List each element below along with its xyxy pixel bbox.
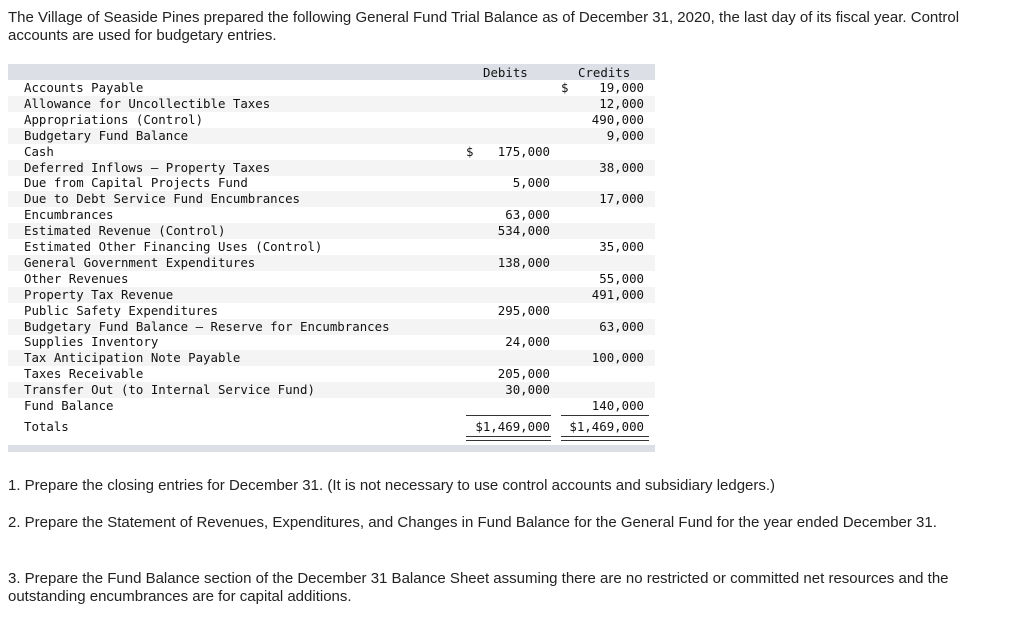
account-name: Deferred Inflows – Property Taxes xyxy=(24,159,271,175)
account-name: Taxes Receivable xyxy=(24,366,144,382)
account-name: Budgetary Fund Balance xyxy=(24,127,189,143)
table-row xyxy=(8,160,655,176)
table-row xyxy=(8,287,655,303)
table-row xyxy=(8,366,655,382)
account-name: Appropriations (Control) xyxy=(24,111,204,127)
table-row xyxy=(8,382,655,398)
account-name: Transfer Out (to Internal Service Fund) xyxy=(24,382,315,398)
debits-header: Debits xyxy=(483,65,528,80)
totals-credit: $1,469,000 xyxy=(569,418,644,434)
table-row xyxy=(8,255,655,271)
account-name: Supplies Inventory xyxy=(24,334,159,350)
table-row xyxy=(8,398,655,414)
account-name: Other Revenues xyxy=(24,270,129,286)
account-name: Allowance for Uncollectible Taxes xyxy=(24,95,271,111)
debit-value: 63,000 xyxy=(505,207,550,223)
account-name: Property Tax Revenue xyxy=(24,286,174,302)
totals-debit: $1,469,000 xyxy=(475,418,550,434)
debit-value: 24,000 xyxy=(505,334,550,350)
trial-balance-table xyxy=(8,64,655,452)
account-name: General Government Expenditures xyxy=(24,254,256,270)
credit-value: 17,000 xyxy=(599,191,644,207)
table-footer-band xyxy=(8,445,655,452)
question-3: 3. Prepare the Fund Balance section of the December 31 Balance Sheet assuming there are no restricted or committed net resources and the outstanding encumbrances are for capital additions. xyxy=(8,570,949,605)
debit-value: 138,000 xyxy=(497,254,550,270)
debit-value: 30,000 xyxy=(505,382,550,398)
account-name: Fund Balance xyxy=(24,398,114,413)
credit-value: 35,000 xyxy=(599,239,644,254)
account-name: Due to Debt Service Fund Encumbrances xyxy=(24,191,301,207)
table-row xyxy=(8,144,655,160)
table-row xyxy=(8,271,655,287)
table-row xyxy=(8,350,655,366)
table-row xyxy=(8,112,655,128)
table-row xyxy=(8,80,655,96)
credit-value: 63,000 xyxy=(599,318,644,334)
account-name: Budgetary Fund Balance – Reserve for Encumbrances xyxy=(24,318,390,334)
total-rule xyxy=(561,415,649,416)
total-rule xyxy=(466,415,551,416)
credits-header: Credits xyxy=(578,65,631,80)
table-row xyxy=(8,191,655,207)
credit-value: 9,000 xyxy=(606,127,644,143)
table-header-band xyxy=(8,64,655,80)
table-row xyxy=(8,303,655,319)
account-name: Encumbrances xyxy=(24,207,114,223)
total-double-rule xyxy=(466,436,551,441)
account-name: Estimated Revenue (Control) xyxy=(24,223,226,239)
table-row xyxy=(8,96,655,112)
total-double-rule xyxy=(561,436,649,441)
debit-value: 5,000 xyxy=(512,175,550,191)
credit-value: 19,000 xyxy=(599,80,644,95)
credit-dollar-sign: $ xyxy=(561,80,569,95)
credit-value: 100,000 xyxy=(591,350,644,366)
credit-value: 140,000 xyxy=(591,398,644,413)
debit-value: 205,000 xyxy=(497,366,550,382)
account-name: Estimated Other Financing Uses (Control) xyxy=(24,239,323,254)
account-name: Cash xyxy=(24,143,54,159)
table-row xyxy=(8,334,655,350)
account-name: Due from Capital Projects Fund xyxy=(24,175,248,191)
credit-value: 55,000 xyxy=(599,270,644,286)
question-1: 1. Prepare the closing entries for December 31. (It is not necessary to use control accounts and subsidiary ledgers.) xyxy=(8,477,776,494)
table-row xyxy=(8,207,655,223)
question-2: 2. Prepare the Statement of Revenues, Expenditures, and Changes in Fund Balance for the General Fund for the year ended December 31. xyxy=(8,514,937,531)
credit-value: 490,000 xyxy=(591,111,644,127)
credit-value: 12,000 xyxy=(599,95,644,111)
table-row xyxy=(8,128,655,144)
debit-value: 175,000 xyxy=(497,143,550,159)
table-row xyxy=(8,175,655,191)
totals-label: Totals xyxy=(24,418,69,434)
credit-value: 491,000 xyxy=(591,286,644,302)
table-row xyxy=(8,319,655,335)
table-row xyxy=(8,239,655,255)
account-name: Accounts Payable xyxy=(24,80,144,95)
credit-value: 38,000 xyxy=(599,159,644,175)
debit-dollar-sign: $ xyxy=(466,143,474,159)
debit-value: 295,000 xyxy=(497,302,550,318)
debit-value: 534,000 xyxy=(497,223,550,239)
account-name: Public Safety Expenditures xyxy=(24,302,218,318)
intro-paragraph: The Village of Seaside Pines prepared the following General Fund Trial Balance as of December 31, 2020, the last day of its fiscal year. Control accounts are used for budgetary entries. xyxy=(8,9,960,44)
table-row xyxy=(8,223,655,239)
totals-row xyxy=(8,419,655,435)
account-name: Tax Anticipation Note Payable xyxy=(24,350,241,366)
